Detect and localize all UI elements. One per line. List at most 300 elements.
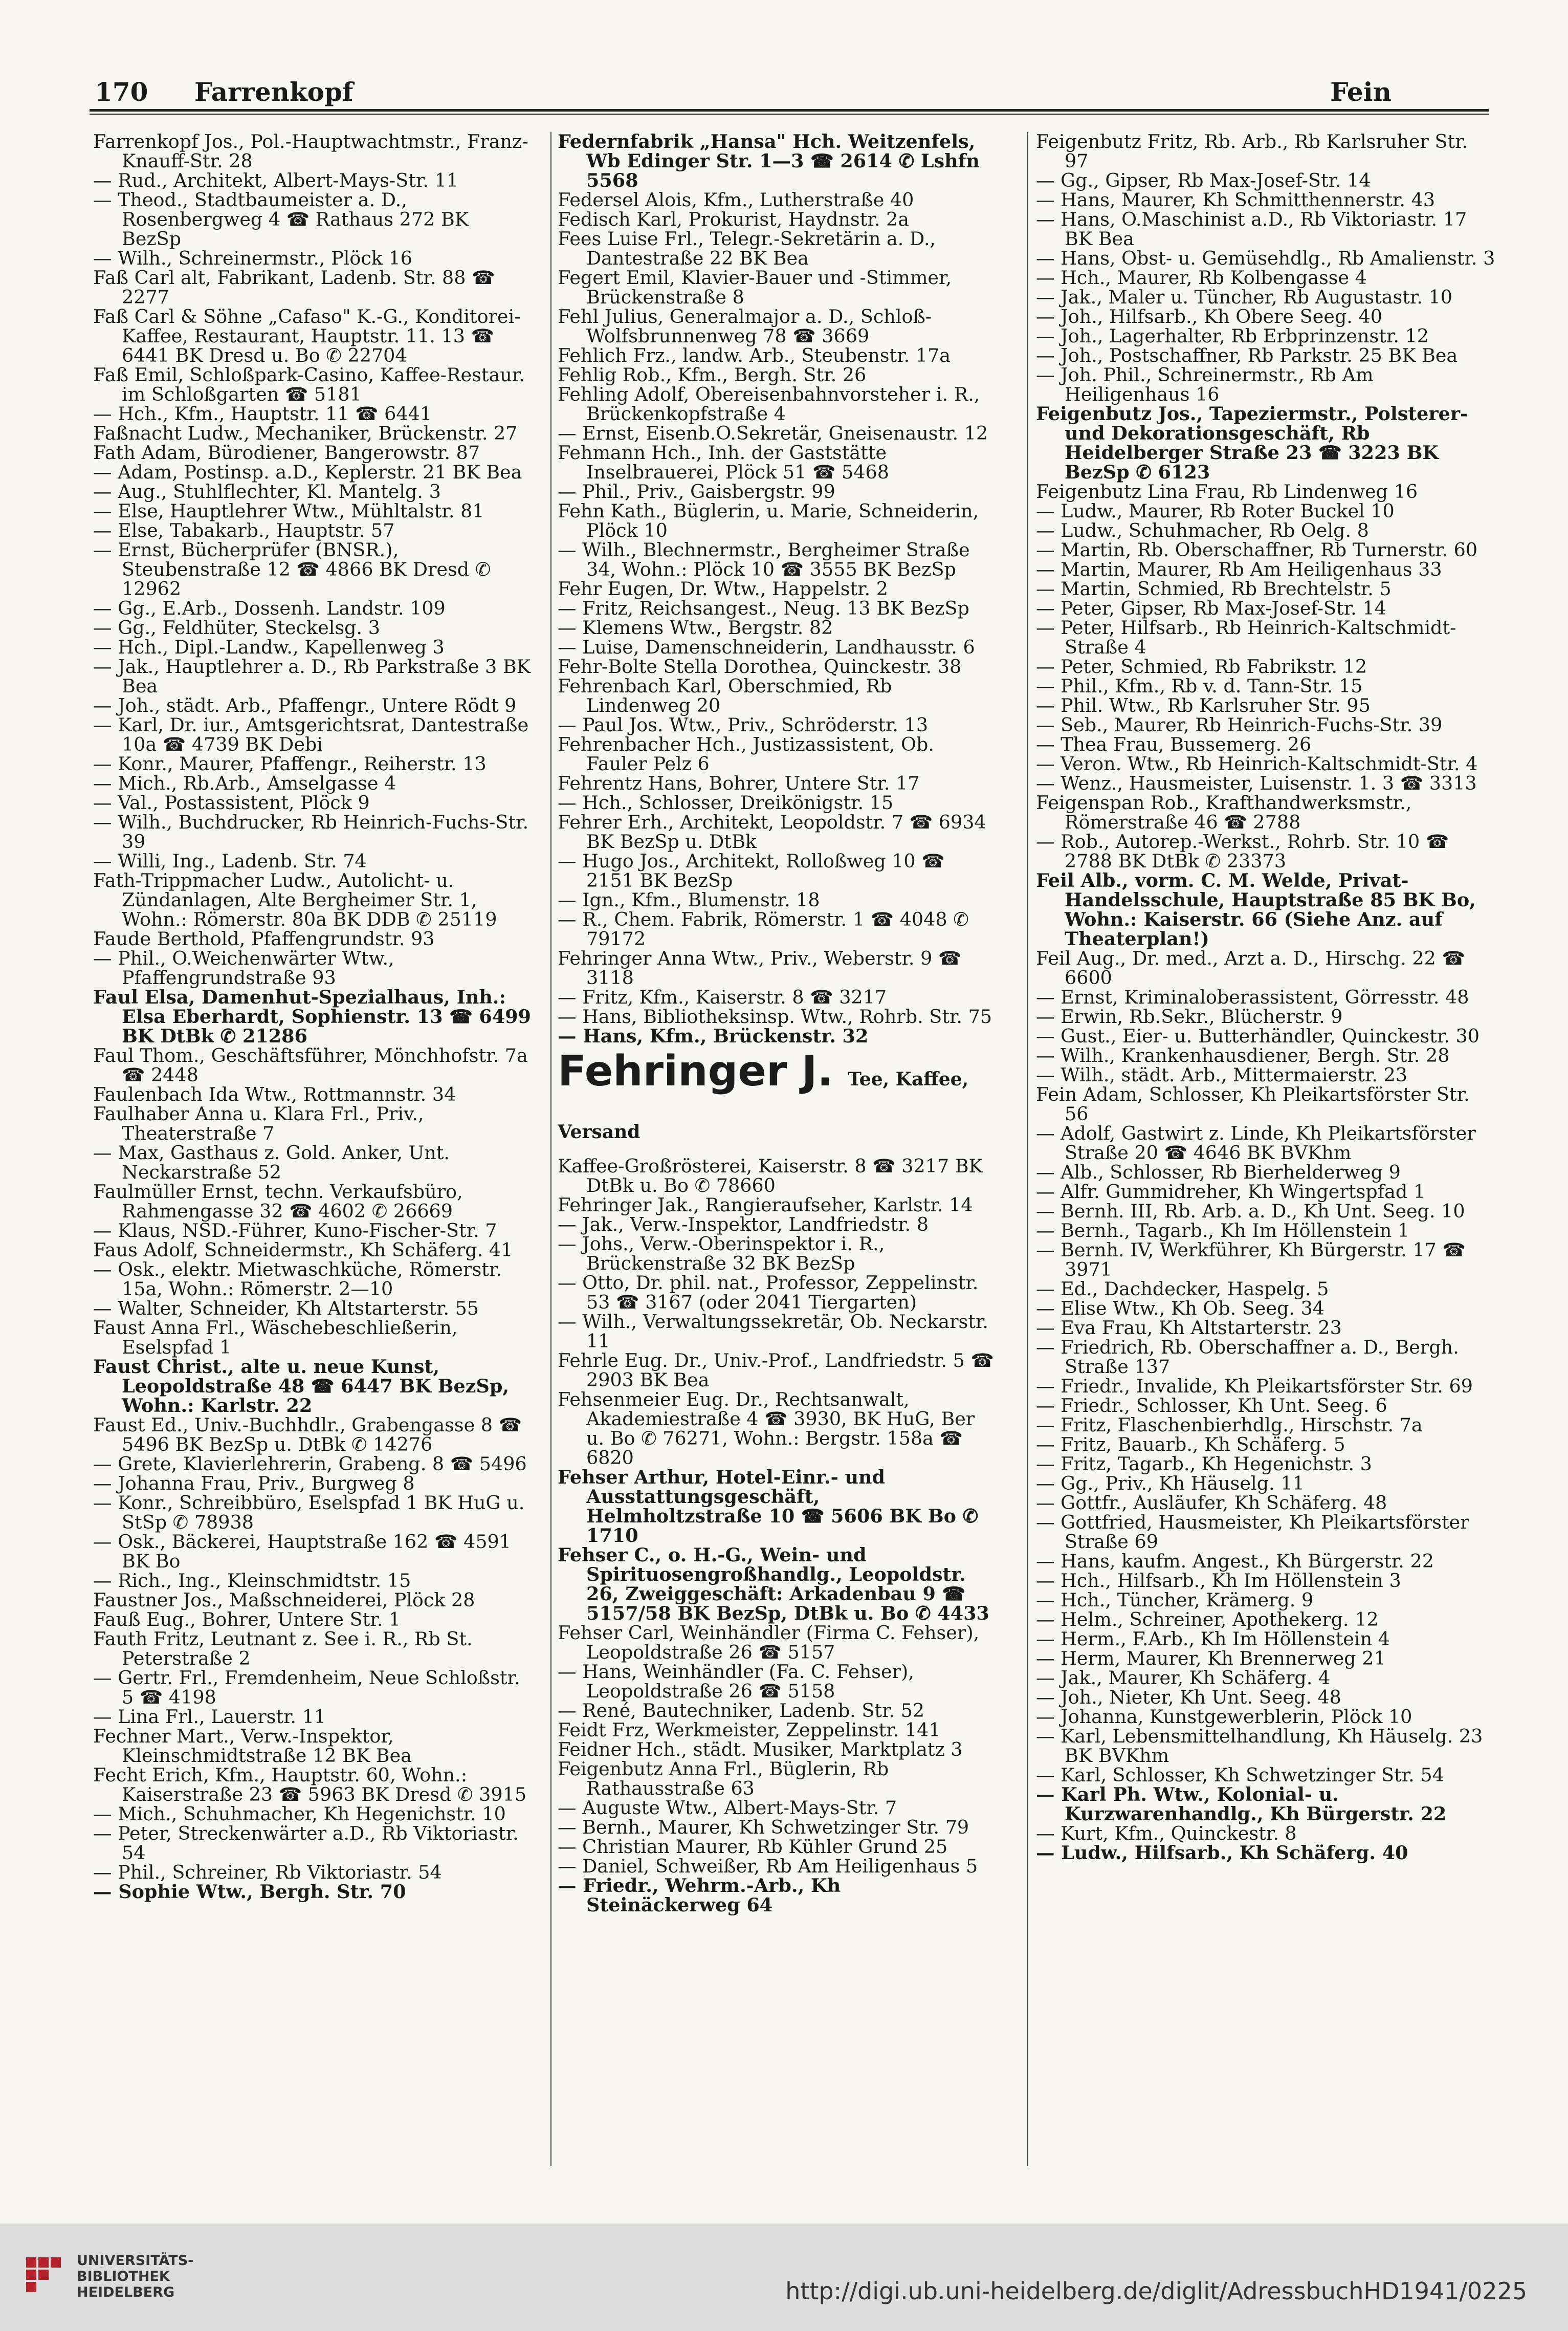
directory-entry [93,482,533,502]
directory-entry [558,1876,998,1915]
directory-entry [1036,560,1496,579]
entry-text: — Hugo Jos., Architekt, Rolloßweg 10 ☎ 2151 BK BezSp [558,850,945,891]
entry-text: — Hans, kaufm. Angest., Kh Bürgerstr. 22 [1036,1550,1434,1572]
entry-text: Feigenbutz Fritz, Rb. Arb., Rb Karlsruher Str. 97 [1036,132,1468,172]
directory-entry [1036,1085,1496,1124]
institution-line-1: UNIVERSITÄTS- [77,2253,194,2269]
entry-text: — Herm., F.Arb., Kh Im Höllenstein 4 [1036,1628,1390,1650]
entry-text: — Bernh. IV, Werkführer, Kh Bürgerstr. 17 ☎ 3971 [1036,1239,1466,1280]
directory-entry [558,268,998,307]
directory-entry [93,1299,533,1318]
directory-entry [558,774,998,793]
entry-text: — Peter, Gipser, Rb Max-Josef-Str. 14 [1036,597,1386,619]
entry-text: — Wilh., Krankenhausdiener, Bergh. Str. 28 [1036,1044,1450,1066]
entry-text: Faul Elsa, Damenhut-Spezialhaus, Inh.: Elsa Eberhardt, Sophienstr. 13 ☎ 6499 BK DtBk ✆ 21286 [93,986,531,1047]
directory-entry [93,618,533,638]
entry-text: Feigenbutz Anna Frl., Büglerin, Rb Rathausstraße 63 [558,1758,889,1799]
directory-entry [93,1727,533,1766]
entry-text: Fehser C., o. H.-G., Wein- und Spirituosengroßhandlg., Leopoldstr. 26, Zweiggeschäft: Arkadenbau 9 ☎ 5157/58 BK BezSp, DtBk u. Bo ✆ 4433 [558,1544,989,1624]
entry-text: — Luise, Damenschneiderin, Landhausstr. 6 [558,636,975,658]
entry-text: Fehrer Erh., Architekt, Leopoldstr. 7 ☎ 6934 BK BezSp u. DtBk [558,811,986,853]
entry-text: — Wilh., städt. Arb., Mittermaierstr. 23 [1036,1064,1408,1086]
directory-column-1 [93,132,533,2166]
directory-entry [1036,346,1496,365]
directory-entry [1036,579,1496,599]
entry-text: — Ernst, Kriminaloberassistent, Görresstr. 48 [1036,986,1469,1008]
entry-text: — Fritz, Bauarb., Kh Schäferg. 5 [1036,1433,1345,1455]
entry-text: — Bernh. III, Rb. Arb. a. D., Kh Unt. Seeg. 10 [1036,1200,1465,1222]
entry-text: — Gust., Eier- u. Butterhändler, Quinckestr. 30 [1036,1025,1480,1047]
entry-text: — Phil. Wtw., Rb Karlsruher Str. 95 [1036,694,1371,716]
entry-text: Fehrentz Hans, Bohrer, Untere Str. 17 [558,772,920,794]
directory-entry [93,502,533,521]
entry-text: Fehrenbach Karl, Oberschmied, Rb Lindenweg 20 [558,675,892,716]
directory-entry [1036,288,1496,307]
directory-entry [558,1468,998,1545]
directory-entry [558,1818,998,1837]
entry-text: — Hch., Kfm., Hauptstr. 11 ☎ 6441 [93,403,432,425]
directory-entry [1036,1240,1496,1279]
entry-text: — Max, Gasthaus z. Gold. Anker, Unt. Neckarstraße 52 [93,1142,450,1183]
entry-text: — Lina Frl., Lauerstr. 11 [93,1706,326,1728]
entry-text: — Hans, Kfm., Brückenstr. 32 [558,1025,869,1047]
entry-text: Faust Christ., alte u. neue Kunst, Leopoldstraße 48 ☎ 6447 BK BezSp, Wohn.: Karlstr. 22 [93,1356,510,1417]
directory-entry [558,229,998,268]
entry-text: Fehrenbacher Hch., Justizassistent, Ob. Fauler Pelz 6 [558,733,934,775]
entry-text: — Erwin, Rb.Sekr., Blücherstr. 9 [1036,1006,1343,1028]
entry-text: — Karl, Schlosser, Kh Schwetzinger Str. 54 [1036,1764,1444,1786]
directory-entry [558,579,998,599]
entry-text: — Wilh., Schreinermstr., Plöck 16 [93,247,412,269]
directory-entry [93,1668,533,1707]
entry-text: Fehringer J. [558,1047,833,1096]
directory-entry [558,657,998,677]
entry-text: Feil Alb., vorm. C. M. Welde, Privat-Handelsschule, Hauptstraße 85 BK Bo, Wohn.: Kaiserstr. 66 (Siehe Anz. auf Theaterplan!) [1036,869,1476,950]
entry-text: Federnfabrik „Hansa" Hch. Weitzenfels, Wb Edinger Str. 1—3 ☎ 2614 ✆ Lshfn 5568 [558,132,980,191]
directory-entry [93,1182,533,1221]
entry-text: — Otto, Dr. phil. nat., Professor, Zeppelinstr. 53 ☎ 3167 (oder 2041 Tiergarten) [558,1272,979,1313]
directory-entry [558,1273,998,1312]
directory-entry [93,1629,533,1668]
entry-text: — Hch., Hilfsarb., Kh Im Höllenstein 3 [1036,1570,1401,1592]
directory-entry [1036,1338,1496,1377]
entry-text: — Wilh., Verwaltungssekretär, Ob. Neckarstr. 11 [558,1311,988,1352]
entry-text: — Karl, Dr. iur., Amtsgerichtsrat, Dantestraße 10a ☎ 4739 BK Debi [93,714,529,755]
institution-name [77,2253,193,2300]
entry-text: — Ludw., Hilfsarb., Kh Schäferg. 40 [1036,1842,1408,1864]
entry-text: — Jak., Verw.-Inspektor, Landfriedstr. 8 [558,1213,929,1235]
entry-text: — Rich., Ing., Kleinschmidtstr. 15 [93,1570,411,1592]
entry-text: — Eva Frau, Kh Altstarterstr. 23 [1036,1317,1342,1339]
entry-text: Fein Adam, Schlosser, Kh Pleikartsförster Str. 56 [1036,1083,1470,1125]
entry-text: Fehl Julius, Generalmajor a. D., Schloß-Wolfsbrunnenweg 78 ☎ 3669 [558,306,932,347]
directory-entry [1036,599,1496,618]
directory-entry [1036,502,1496,521]
entry-text: Feidner Hch., städt. Musiker, Marktplatz 3 [558,1738,963,1760]
directory-entry [558,1701,998,1720]
directory-entry [93,871,533,929]
directory-entry [1036,1843,1496,1863]
entry-text: Fehser Arthur, Hotel-Einr.- und Ausstattungsgeschäft, Helmholtzstraße 10 ☎ 5606 BK Bo ✆ 1710 [558,1466,979,1546]
directory-entry [1036,1571,1496,1591]
entry-text: Fehringer Anna Wtw., Priv., Weberstr. 9 ☎ 3118 [558,947,962,989]
directory-entry [1036,677,1496,696]
directory-entry [93,949,533,988]
directory-entry [1036,190,1496,210]
entry-text: Fehling Adolf, Obereisenbahnvorsteher i. R., Brückenkopfstraße 4 [558,383,980,425]
entry-text: — Phil., Priv., Gaisbergstr. 99 [558,481,835,503]
directory-entry [1036,249,1496,268]
directory-entry [1036,171,1496,190]
directory-entry [93,190,533,249]
directory-entry [1036,1415,1496,1435]
directory-entry [1036,1007,1496,1027]
directory-entry [1036,1279,1496,1299]
entry-text: — Bernh., Tagarb., Kh Im Höllenstein 1 [1036,1219,1410,1241]
entry-text: — Joh. Phil., Schreinermstr., Rb Am Heiligenhaus 16 [1036,364,1374,405]
entry-text: — Alfr. Gummidreher, Kh Wingertspfad 1 [1036,1181,1426,1203]
directory-entry [1036,1668,1496,1688]
entry-text: Fath-Trippmacher Ludw., Autolicht- u. Zündanlagen, Alte Bergheimer Str. 1, Wohn.: Römerstr. 80a BK DDB ✆ 25119 [93,869,497,930]
entry-text: — Johanna Frau, Priv., Burgweg 8 [93,1472,415,1494]
entry-text: — Karl, Lebensmittelhandlung, Kh Häuselg. 23 BK BVKhm [1036,1725,1483,1767]
directory-entry [558,599,998,618]
entry-text: — Phil., Schreiner, Rb Viktoriastr. 54 [93,1861,442,1883]
entry-text: Fehsenmeier Eug. Dr., Rechtsanwalt, Akademiestraße 4 ☎ 3930, BK HuG, Ber u. Bo ✆ 76271, Wohn.: Bergstr. 158a ☎ 6820 [558,1388,975,1469]
entry-text: Faul Thom., Geschäftsführer, Mönchhofstr. 7a ☎ 2448 [93,1044,528,1086]
directory-column-3 [1036,132,1496,2166]
directory-entry [1036,521,1496,540]
column-divider-1 [550,132,551,2166]
directory-entry [1036,1474,1496,1493]
entry-text: Faß Carl & Söhne „Cafaso" K.-G., Konditorei-Kaffee, Restaurant, Hauptstr. 11. 13 ☎ 6441 BK Dresd u. Bo ✆ 22704 [93,306,521,366]
directory-entry [558,1545,998,1623]
directory-entry [93,268,533,307]
entry-text: Federsel Alois, Kfm., Lutherstraße 40 [558,189,914,211]
directory-entry [93,638,533,657]
directory-entry [93,1046,533,1085]
directory-entry [558,852,998,890]
entry-text: — Theod., Stadtbaumeister a. D., Rosenbergweg 4 ☎ Rathaus 272 BK BezSp [93,189,469,250]
entry-text: Kaffee-Großrösterei, Kaiserstr. 8 ☎ 3217 BK DtBk u. Bo ✆ 78660 [558,1155,983,1196]
entry-text: — Joh., Hilfsarb., Kh Obere Seeg. 40 [1036,306,1382,328]
entry-text: — Val., Postassistent, Plöck 9 [93,792,370,814]
entry-text: — Gottfr., Ausläufer, Kh Schäferg. 48 [1036,1492,1387,1514]
entry-text: Fecht Erich, Kfm., Hauptstr. 60, Wohn.: Kaiserstraße 23 ☎ 5963 BK Dresd ✆ 3915 [93,1764,527,1805]
header-left-keyword: Farrenkopf [194,77,354,107]
directory-entry [558,1234,998,1273]
entry-text: Fedisch Karl, Prokurist, Haydnstr. 2a [558,208,910,230]
entry-text: Fees Luise Frl., Telegr.-Sekretärin a. D., Dantestraße 22 BK Bea [558,228,936,269]
directory-entry [93,1143,533,1182]
directory-entry [558,190,998,210]
directory-column-2 [558,132,998,2166]
page-number: 170 [95,77,148,107]
directory-entry [93,365,533,404]
directory-entry [93,132,533,171]
directory-entry [93,774,533,793]
entry-text: Fehr Eugen, Dr. Wtw., Happelstr. 2 [558,578,888,600]
entry-text: Fehmann Hch., Inh. der Gaststätte Inselbrauerei, Plöck 51 ☎ 5468 [558,442,889,483]
entry-text: — Wenz., Hausmeister, Luisenstr. 1. 3 ☎ 3313 [1036,772,1477,794]
directory-entry [1036,132,1496,171]
directory-entry [558,1215,998,1234]
entry-text: — Gg., Priv., Kh Häuselg. 11 [1036,1472,1305,1494]
entry-text: — Hch., Maurer, Rb Kolbengasse 4 [1036,267,1367,289]
directory-entry [558,385,998,424]
directory-entry [558,443,998,482]
directory-entry [558,910,998,949]
entry-text: — Auguste Wtw., Albert-Mays-Str. 7 [558,1797,897,1819]
institution-line-2: BIBLIOTHEK [77,2269,170,2284]
directory-entry [1036,1318,1496,1338]
directory-entry [558,949,998,988]
directory-entry [93,1610,533,1629]
directory-entry [1036,1046,1496,1065]
entry-text: — Aug., Stuhlflechter, Kl. Mantelg. 3 [93,481,441,503]
directory-entry [1036,1493,1496,1513]
header-rule-thin [90,114,1489,115]
entry-text: — Johs., Verw.-Oberinspektor i. R., Brückenstraße 32 BK BezSp [558,1233,885,1274]
directory-entry [93,443,533,463]
entry-text: Faulhaber Anna u. Klara Frl., Priv., Theaterstraße 7 [93,1103,424,1144]
directory-entry [93,1104,533,1143]
entry-text: — Gg., Feldhüter, Steckelsg. 3 [93,617,380,639]
directory-entry [1036,949,1496,988]
entry-text: — Hans, Weinhändler (Fa. C. Fehser), Leopoldstraße 26 ☎ 5158 [558,1661,914,1702]
directory-entry [1036,365,1496,404]
directory-entry [558,1798,998,1818]
directory-entry [558,346,998,365]
directory-entry [93,852,533,871]
institution-line-3: HEIDELBERG [77,2284,175,2300]
entry-text: — Joh., städt. Arb., Pfaffengr., Untere Rödt 9 [93,694,517,716]
directory-entry [1036,1629,1496,1649]
directory-entry [1036,871,1496,949]
entry-text: — Martin, Schmied, Rb Brechtelstr. 5 [1036,578,1392,600]
directory-entry [93,1591,533,1610]
entry-text: — Mich., Schuhmacher, Kh Hegenichstr. 10 [93,1803,506,1825]
entry-text: — Ign., Kfm., Blumenstr. 18 [558,889,820,911]
entry-text: — Jak., Maler u. Tüncher, Rb Augustastr. 10 [1036,286,1452,308]
directory-entry [558,618,998,638]
directory-entry [558,1157,998,1195]
directory-entry [1036,1202,1496,1221]
entry-text: — Sophie Wtw., Bergh. Str. 70 [93,1881,406,1903]
source-url-link[interactable]: http://digi.ub.uni-heidelberg.de/diglit/AdressbuchHD1941/0225 [785,2277,1527,2305]
entry-text: — Hans, Obst- u. Gemüsehdlg., Rb Amalienstr. 3 [1036,247,1495,269]
directory-entry [1036,1824,1496,1843]
header-rule-thick [90,109,1489,112]
entry-text: — Herm, Maurer, Kh Brennerweg 21 [1036,1647,1386,1669]
entry-text: Fauß Eug., Bohrer, Untere Str. 1 [93,1608,401,1630]
entry-text: — Grete, Klavierlehrerin, Grabeng. 8 ☎ 5496 [93,1453,527,1475]
directory-entry [1036,1649,1496,1668]
entry-text: — Wilh., Buchdrucker, Rb Heinrich-Fuchs-Str. 39 [93,811,529,853]
directory-entry [1036,1396,1496,1415]
directory-entry [558,1312,998,1351]
directory-entry [1036,1552,1496,1571]
directory-entry [1036,1182,1496,1202]
directory-entry [93,1260,533,1299]
entry-text: — Karl Ph. Wtw., Kolonial- u. Kurzwarenhandlg., Kh Bürgerstr. 22 [1036,1783,1447,1825]
directory-entry [93,1474,533,1493]
directory-entry [1036,1221,1496,1240]
entry-text: — Wilh., Blechnermstr., Bergheimer Straße 34, Wohn.: Plöck 10 ☎ 3555 BK BezSp [558,539,970,580]
entry-text: Fehn Kath., Büglerin, u. Marie, Schneiderin, Plöck 10 [558,500,979,541]
directory-entry [93,540,533,599]
entry-text: — Friedrich, Rb. Oberschaffner a. D., Bergh. Straße 137 [1036,1336,1459,1378]
entry-text: Feidt Frz, Werkmeister, Zeppelinstr. 141 [558,1719,941,1741]
directory-entry [93,171,533,190]
directory-entry [93,521,533,540]
directory-entry [93,307,533,365]
directory-entry [1036,1727,1496,1766]
entry-text: — Alb., Schlosser, Rb Bierhelderweg 9 [1036,1161,1401,1183]
entry-text: — Kurt, Kfm., Quinckestr. 8 [1036,1822,1297,1844]
directory-entry [93,1707,533,1727]
directory-entry [558,540,998,579]
directory-entry [1036,1707,1496,1727]
directory-entry [93,696,533,715]
directory-entry [93,657,533,696]
entry-text: — Willi, Ing., Ladenb. Str. 74 [93,850,367,872]
directory-entry [1036,754,1496,774]
entry-text: — Ed., Dachdecker, Haspelg. 5 [1036,1278,1329,1300]
entry-text: — Gottfried, Hausmeister, Kh Pleikartsförster Straße 69 [1036,1511,1469,1553]
directory-entry [1036,1027,1496,1046]
directory-entry [558,1390,998,1468]
entry-text: — Rud., Architekt, Albert-Mays-Str. 11 [93,169,458,191]
directory-entry [558,424,998,443]
directory-entry [558,1740,998,1759]
entry-text: — Konr., Schreibbüro, Eselspfad 1 BK HuG u. StSp ✆ 78938 [93,1492,525,1533]
directory-entry [558,1351,998,1390]
directory-entry [93,1240,533,1260]
directory-entry [93,249,533,268]
entry-text: — Ernst, Bücherprüfer (BNSR.), Steubenstraße 12 ☎ 4866 BK Dresd ✆ 12962 [93,539,491,600]
entry-text: — Gertr. Frl., Fremdenheim, Neue Schloßstr. 5 ☎ 4198 [93,1667,520,1708]
directory-entry [93,1863,533,1882]
directory-entry [93,463,533,482]
column-divider-2 [1027,132,1028,2166]
directory-entry [558,365,998,385]
directory-entry [1036,326,1496,346]
directory-entry [1036,988,1496,1007]
directory-entry [1036,1299,1496,1318]
directory-entry [93,1221,533,1240]
entry-text: Feigenspan Rob., Krafthandwerksmstr., Römerstraße 46 ☎ 2788 [1036,792,1412,833]
directory-entry [558,735,998,774]
entry-text: — Hans, Bibliotheksinsp. Wtw., Rohrb. Str. 75 [558,1006,992,1028]
entry-text: — Joh., Lagerhalter, Rb Erbprinzenstr. 12 [1036,325,1429,347]
entry-text: — Friedr., Wehrm.-Arb., Kh Steinäckerweg 64 [558,1875,841,1916]
entry-text: — Osk., Bäckerei, Hauptstraße 162 ☎ 4591 BK Bo [93,1531,511,1572]
directory-entry [93,1571,533,1591]
directory-entry [93,424,533,443]
directory-entry [1036,1377,1496,1396]
entry-text: — Else, Hauptlehrer Wtw., Mühltalstr. 81 [93,500,484,522]
entry-text: — Hch., Dipl.-Landw., Kapellenweg 3 [93,636,445,658]
entry-text: Faulmüller Ernst, techn. Verkaufsbüro, Rahmengasse 32 ☎ 4602 ✆ 26669 [93,1181,463,1222]
entry-tagline: Tee, Kaffee, Versand [558,1069,969,1143]
directory-entry [93,1882,533,1902]
directory-entry [1036,1513,1496,1552]
entry-text: Fehr-Bolte Stella Dorothea, Quinckestr. 38 [558,656,962,678]
entry-text: Faß Emil, Schloßpark-Casino, Kaffee-Restaur. im Schloßgarten ☎ 5181 [93,364,525,405]
entry-text: — Peter, Hilfsarb., Rb Heinrich-Kaltschmidt-Straße 4 [1036,617,1456,658]
directory-entry [1036,268,1496,288]
directory-entry [558,1662,998,1701]
directory-entry [93,1824,533,1863]
directory-entry [1036,1454,1496,1474]
directory-entry [1036,1163,1496,1182]
directory-entry [558,1623,998,1662]
directory-entry [93,1532,533,1571]
entry-text: — Gg., E.Arb., Dossenh. Landstr. 109 [93,597,446,619]
directory-entry [1036,307,1496,326]
entry-text: — Veron. Wtw., Rb Heinrich-Kaltschmidt-Str. 4 [1036,753,1478,775]
directory-entry [1036,404,1496,482]
entry-text: — Thea Frau, Bussemerg. 26 [1036,733,1312,755]
entry-text: — Christian Maurer, Rb Kühler Grund 25 [558,1836,948,1858]
directory-entry [93,404,533,424]
entry-text: — Ludw., Maurer, Rb Roter Buckel 10 [1036,500,1395,522]
directory-entry [558,482,998,502]
entry-text: Faus Adolf, Schneidermstr., Kh Schäferg. 41 [93,1239,513,1261]
entry-text: — Seb., Maurer, Rb Heinrich-Fuchs-Str. 39 [1036,714,1443,736]
entry-text: — Paul Jos. Wtw., Priv., Schröderstr. 13 [558,714,929,736]
entry-text: — Hans, Maurer, Kh Schmitthennerstr. 43 [1036,189,1436,211]
directory-entry [558,210,998,229]
entry-text: — Phil., O.Weichenwärter Wtw., Pfaffengrundstraße 93 [93,947,394,989]
entry-text: — Peter, Streckenwärter a.D., Rb Viktoriastr. 54 [93,1822,519,1864]
entry-text: — Jak., Maurer, Kh Schäferg. 4 [1036,1667,1331,1689]
entry-text: — Adam, Postinsp. a.D., Keplerstr. 21 BK Bea [93,461,522,483]
directory-entry [558,1027,998,1046]
directory-entry [1036,774,1496,793]
entry-text: — Joh., Nieter, Kh Unt. Seeg. 48 [1036,1686,1341,1708]
directory-entry [1036,1785,1496,1824]
entry-text: Fechner Mart., Verw.-Inspektor, Kleinschmidtstraße 12 BK Bea [93,1725,412,1767]
entry-text: — Joh., Postschaffner, Rb Parkstr. 25 BK Bea [1036,344,1458,366]
directory-entry [1036,1610,1496,1629]
entry-text: — Friedr., Schlosser, Kh Unt. Seeg. 6 [1036,1395,1387,1417]
directory-entry [1036,1766,1496,1785]
directory-entry [558,715,998,735]
entry-text: — Fritz, Kfm., Kaiserstr. 8 ☎ 3217 [558,986,887,1008]
entry-text: Farrenkopf Jos., Pol.-Hauptwachtmstr., Franz-Knauff-Str. 28 [93,132,528,172]
directory-entry [558,638,998,657]
entry-text: Faust Anna Frl., Wäschebeschließerin, Eselspfad 1 [93,1317,458,1358]
entry-text: — Elise Wtw., Kh Ob. Seeg. 34 [1036,1297,1325,1319]
directory-entry [1036,696,1496,715]
entry-text: Fauth Fritz, Leutnant z. See i. R., Rb St. Peterstraße 2 [93,1628,473,1669]
directory-entry [1036,1124,1496,1163]
entry-text: — Else, Tabakarb., Hauptstr. 57 [93,519,395,541]
entry-text: — Gg., Gipser, Rb Max-Josef-Str. 14 [1036,169,1371,191]
entry-text: Fehrle Eug. Dr., Univ.-Prof., Landfriedstr. 5 ☎ 2903 BK Bea [558,1349,994,1391]
entry-text: — Ludw., Schuhmacher, Rb Oelg. 8 [1036,519,1369,541]
directory-entry [558,1195,998,1215]
directory-entry [93,1318,533,1357]
entry-text: Faß Carl alt, Fabrikant, Ladenb. Str. 88 ☎ 2277 [93,267,495,308]
entry-text: Faustner Jos., Maßschneiderei, Plöck 28 [93,1589,475,1611]
entry-text: — Walter, Schneider, Kh Altstarterstr. 55 [93,1297,479,1319]
directory-entry [558,1049,998,1154]
directory-entry [1036,735,1496,754]
entry-text: Feigenbutz Lina Frau, Rb Lindenweg 16 [1036,481,1418,503]
